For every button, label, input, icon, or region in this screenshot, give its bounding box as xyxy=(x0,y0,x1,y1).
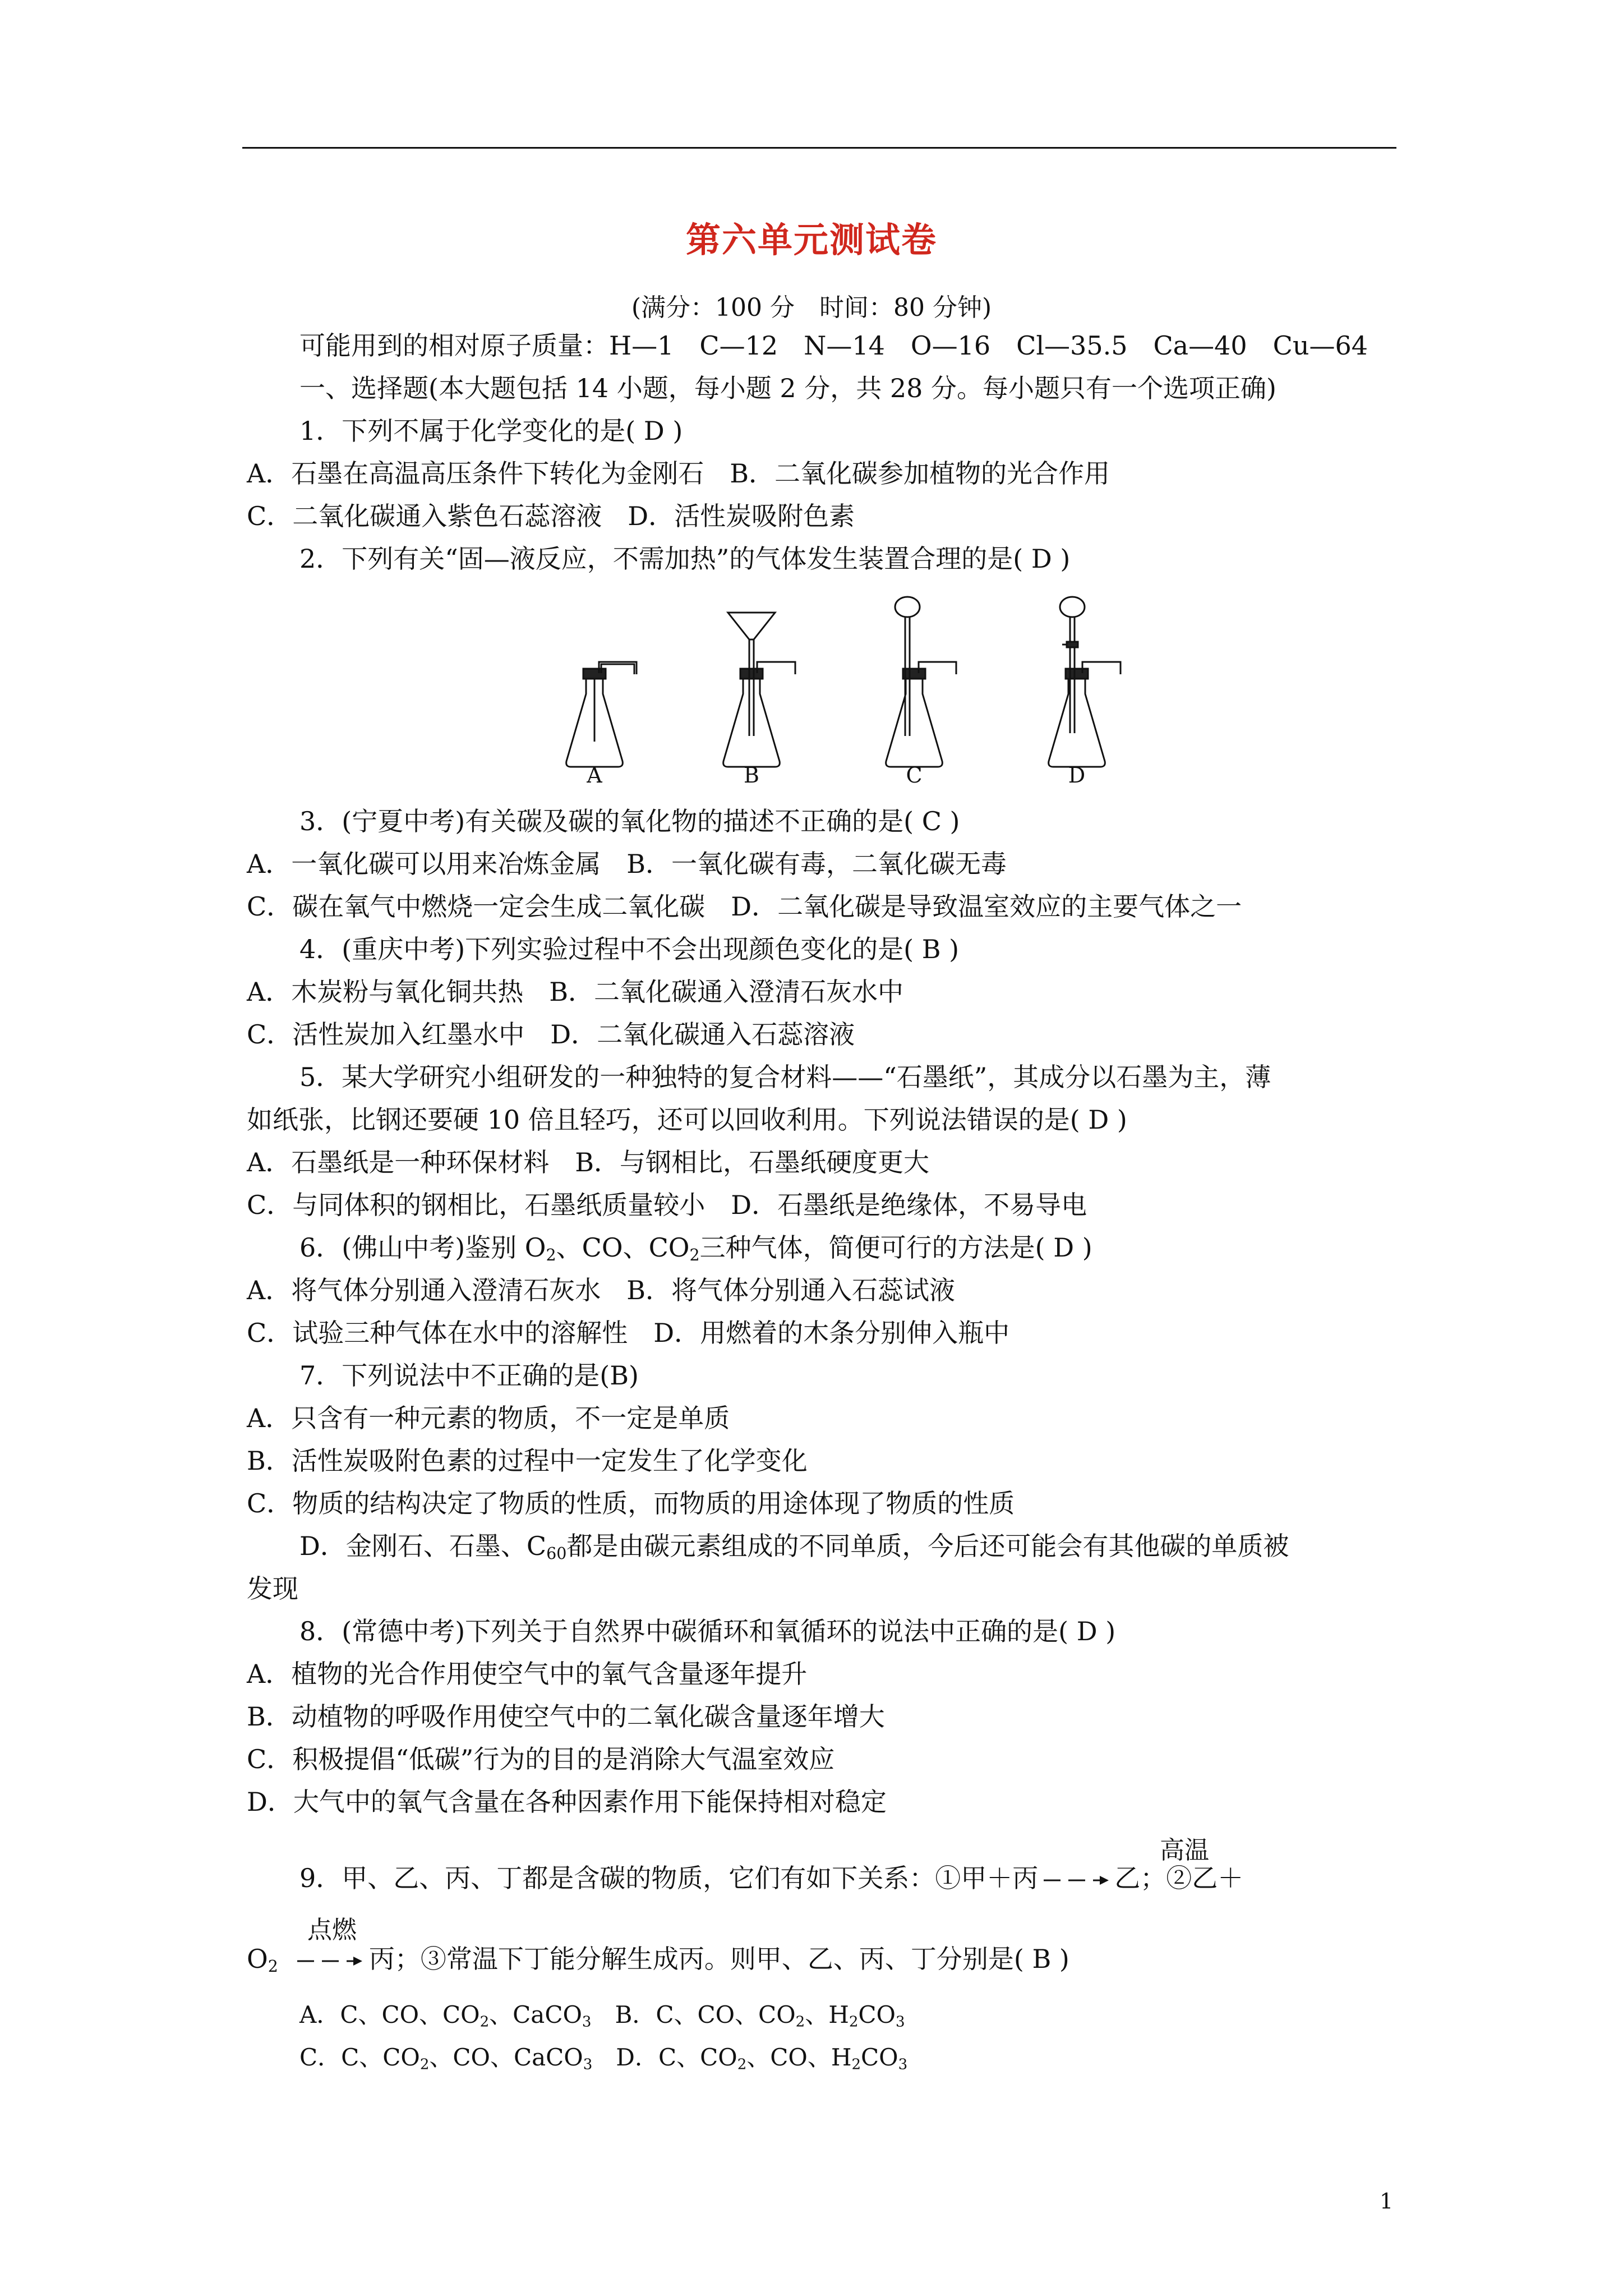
flask-c-icon xyxy=(886,597,956,767)
q1-options-ab: A．石墨在高温高压条件下转化为金刚石 B．二氧化碳参加植物的光合作用 xyxy=(247,458,1110,489)
figure-label-d: D xyxy=(1068,763,1086,788)
q7-option-d: D．金刚石、石墨、$C_{60}$都是由碳元素组成的不同单质，今后还可能会有其他碳的单质被 xyxy=(299,1531,1289,1563)
q9-options-cd: C．C、$CO_2$、CO、CaCO$_3$ D．C、$CO_2$、CO、$H_2CO_3$ xyxy=(299,2044,908,2073)
q5-stem-line1: 5．某大学研究小组研发的一种独特的复合材料——“石墨纸”，其成分以石墨为主，薄 xyxy=(299,1062,1271,1092)
q2-stem: 2．下列有关“固—液反应，不需加热”的气体发生装置合理的是( D ) xyxy=(299,544,1071,574)
figure-label-a: A xyxy=(587,763,602,788)
q7-option-b: B．活性炭吸附色素的过程中一定发生了化学变化 xyxy=(247,1446,808,1476)
q7-option-a: A．只含有一种元素的物质，不一定是单质 xyxy=(247,1403,730,1433)
q3-stem: 3．(宁夏中考)有关碳及碳的氧化物的描述不正确的是( C ) xyxy=(299,806,960,836)
page-number: 1 xyxy=(1380,2189,1394,2214)
q4-stem: 4．(重庆中考)下列实验过程中不会出现颜色变化的是( B ) xyxy=(299,934,960,964)
q6-options-ab: A．将气体分别通入澄清石灰水 B．将气体分别通入石蕊试液 xyxy=(247,1275,956,1305)
q8-option-b: B．动植物的呼吸作用使空气中的二氧化碳含量逐年增大 xyxy=(247,1701,885,1732)
page-title: 第六单元测试卷 xyxy=(685,219,937,260)
q4-options-cd: C．活性炭加入红墨水中 D．二氧化碳通入石蕊溶液 xyxy=(247,1019,855,1050)
q9-options-ab: A．C、CO、$CO_2$、CaCO$_3$ B．C、CO、$CO_2$、$H_2CO_3$ xyxy=(299,2001,905,2031)
q9-condition-ignite: 点燃 xyxy=(307,1916,357,1944)
q3-options-cd: C．碳在氧气中燃烧一定会生成二氧化碳 D．二氧化碳是导致温室效应的主要气体之一 xyxy=(247,891,1242,922)
flask-b-icon xyxy=(723,613,795,767)
q8-option-d: D．大气中的氧气含量在各种因素作用下能保持相对稳定 xyxy=(247,1787,887,1817)
header-rule xyxy=(242,147,1396,149)
q8-option-a: A．植物的光合作用使空气中的氧气含量逐年提升 xyxy=(247,1659,808,1689)
q5-options-cd: C．与同体积的钢相比，石墨纸质量较小 D．石墨纸是绝缘体，不易导电 xyxy=(247,1190,1087,1220)
q7-stem: 7．下列说法中不正确的是(B) xyxy=(299,1360,639,1391)
flask-a-icon xyxy=(566,662,637,767)
q3-options-ab: A．一氧化碳可以用来冶炼金属 B．一氧化碳有毒，二氧化碳无毒 xyxy=(247,849,1007,879)
q9-stem-line1: 9．甲、乙、丙、丁都是含碳的物质，它们有如下关系：①甲＋丙 乙；②乙＋ xyxy=(299,1863,1244,1893)
q4-options-ab: A．木炭粉与氧化铜共热 B．二氧化碳通入澄清石灰水中 xyxy=(247,977,904,1007)
q9-reaction-arrow-2-icon xyxy=(295,1950,365,1972)
q1-options-cd: C．二氧化碳通入紫色石蕊溶液 D．活性炭吸附色素 xyxy=(247,501,855,531)
figure-label-c: C xyxy=(906,763,923,788)
q9-condition-high-temp: 高温 xyxy=(1160,1836,1209,1865)
flask-d-icon xyxy=(1049,597,1121,767)
q6-stem: 6．(佛山中考)鉴别 $O_2$、CO、$CO_2$三种气体，简便可行的方法是( D ) xyxy=(299,1232,1092,1265)
section-heading: 一、选择题(本大题包括 14 小题，每小题 2 分，共 28 分。每小题只有一个选项正确) xyxy=(299,373,1276,403)
q9-stem-line2: $O_2$ 丙；③常温下丁能分解生成丙。则甲、乙、丙、丁分别是( B ) xyxy=(247,1944,1069,1976)
gas-apparatus-figure xyxy=(555,596,1138,803)
q8-option-c: C．积极提倡“低碳”行为的目的是消除大气温室效应 xyxy=(247,1744,835,1774)
q6-options-cd: C．试验三种气体在水中的溶解性 D．用燃着的木条分别伸入瓶中 xyxy=(247,1318,1010,1348)
figure-label-b: B xyxy=(744,763,759,788)
q7-option-c: C．物质的结构决定了物质的性质，而物质的用途体现了物质的性质 xyxy=(247,1488,1015,1519)
q5-stem-line2: 如纸张，比钢还要硬 10 倍且轻巧，还可以回收利用。下列说法错误的是( D ) xyxy=(247,1105,1127,1135)
q1-stem: 1．下列不属于化学变化的是( D ) xyxy=(299,416,683,446)
q8-stem: 8．(常德中考)下列关于自然界中碳循环和氧循环的说法中正确的是( D ) xyxy=(299,1616,1116,1646)
q9-reaction-arrow-1-icon xyxy=(1041,1869,1111,1892)
exam-info: (满分：100 分 时间：80 分钟) xyxy=(631,293,992,322)
q7-option-d-cont: 发现 xyxy=(247,1573,298,1604)
atomic-masses: 可能用到的相对原子质量：H—1 C—12 N—14 O—16 Cl—35.5 Ca—40 Cu—64 xyxy=(299,330,1368,361)
q5-options-ab: A．石墨纸是一种环保材料 B．与钢相比，石墨纸硬度更大 xyxy=(247,1147,930,1177)
